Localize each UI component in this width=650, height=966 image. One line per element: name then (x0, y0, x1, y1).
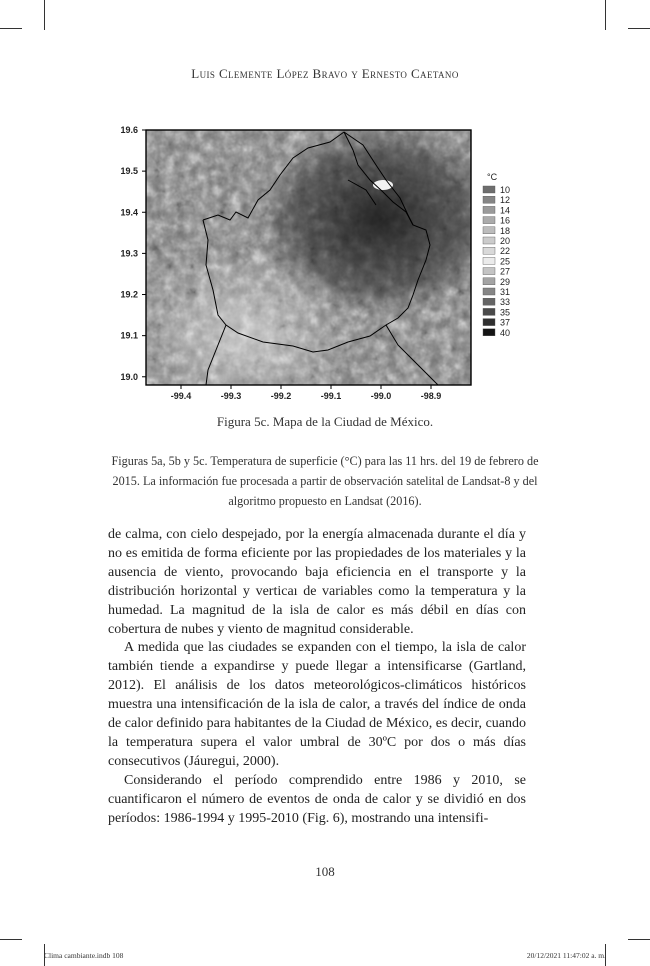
x-tick-label: -99.3 (220, 391, 242, 401)
legend-swatch (483, 186, 495, 193)
legend-swatch (483, 298, 495, 305)
crop-mark-bottom-right-h (628, 939, 650, 940)
legend-swatch (483, 319, 495, 326)
figures-caption: Figuras 5a, 5b y 5c. Temperatura de superficie (°C) para las 11 hrs. del 19 de febrero de 2015. La información fue procesada a partir de observación satelital de Landsat-8 y del algoritmo propuesto en Landsat (2016). (111, 454, 539, 508)
paragraph: de calma, con cielo despejado, por la energía almacenada durante el día y no es emitida de forma eficiente por las propiedades de los materiales y la ausencia de viento, provocando baja eficiencia en el transporte y la distribución horizontal y verticaı de variables como la temperatura y la humedad. La magnitud de la isla de calor es más débil en días con cobertura de nubes y viento de magnitud considerable. (108, 527, 526, 637)
body-text (108, 526, 526, 829)
legend-label: 37 (500, 317, 511, 328)
legend-swatch (483, 206, 495, 213)
legend-swatch (483, 247, 495, 254)
y-tick-label: 19.0 (120, 371, 138, 382)
y-tick-label: 19.4 (120, 207, 138, 218)
x-axis (171, 385, 442, 401)
legend-swatch (483, 288, 495, 295)
crop-mark-bottom-left-h (0, 939, 22, 940)
legend-label: 20 (500, 236, 511, 246)
legend-label: 31 (500, 287, 511, 297)
figure-caption: Figura 5c. Mapa de la Ciudad de México. (216, 414, 434, 429)
map-raster (146, 130, 471, 385)
temperature-map-svg (108, 120, 528, 402)
crop-mark-top-left (44, 0, 45, 30)
paragraph: A medida que las ciudades se expanden con el tiempo, la isla de calor también tiende a expandirse y puede llegar a intensificarse (Gartland, 2012). El análisis de los datos meteorológicos-climáticos históricos muestra una intensificación de la isla de calor, a través del índice de onda de calor definido para habitantes de la Ciudad de México, es decir, cuando la temperatura supera el valor umbral de 30ºC por dos o más días consecutivos (Jáuregui, 2000). (108, 640, 526, 769)
legend-label: 16 (500, 215, 511, 226)
legend-label: 33 (500, 297, 511, 308)
legend-label: 10 (500, 185, 511, 195)
legend-label: 40 (500, 327, 511, 338)
legend-swatch (483, 217, 495, 224)
y-tick-label: 19.1 (120, 330, 138, 341)
x-tick-label: -99.4 (170, 391, 192, 401)
y-tick-label: 19.2 (120, 289, 138, 300)
x-tick-label: -99.1 (320, 391, 342, 401)
legend-label: 29 (500, 276, 511, 287)
crop-mark-top-right-h (628, 28, 650, 29)
x-tick-label: -99.0 (370, 391, 392, 401)
map-legend (483, 172, 510, 338)
legend-label: 25 (500, 256, 511, 267)
y-tick-label: 19.5 (120, 166, 138, 177)
legend-swatch (483, 196, 495, 203)
legend-swatch (483, 268, 495, 275)
legend-swatch (483, 237, 495, 244)
y-tick-label: 19.6 (120, 125, 138, 135)
crop-mark-top-right (605, 0, 606, 30)
print-footer-file: Clima cambiante.indb 108 (44, 951, 124, 960)
legend-swatch (483, 329, 495, 336)
print-footer-timestamp: 20/12/2021 11:47:02 a. m. (526, 951, 606, 960)
legend-swatch (483, 257, 495, 264)
temperature-map-figure (108, 120, 528, 402)
legend-swatch (483, 278, 495, 285)
running-head: Luis Clemente López Bravo y Ernesto Caetano (191, 66, 459, 81)
y-axis (120, 125, 146, 382)
legend-title: °C (487, 172, 498, 182)
x-tick-label: -99.2 (270, 391, 292, 401)
legend-label: 22 (500, 246, 511, 257)
paragraph: Considerando el período comprendido entre 1986 y 2010, se cuantificaron el número de eventos de onda de calor y se dividió en dos períodos: 1986-1994 y 1995-2010 (Fig. 6), mostrando una intensifi- (108, 772, 526, 826)
x-tick-label: -98.9 (420, 391, 442, 401)
y-tick-label: 19.3 (120, 248, 138, 259)
legend-label: 14 (500, 205, 511, 216)
legend-label: 27 (500, 266, 511, 277)
page-number: 108 (315, 864, 335, 879)
legend-label: 12 (500, 195, 511, 206)
legend-swatch (483, 227, 495, 234)
crop-mark-top-left-h (0, 28, 22, 29)
legend-label: 18 (500, 225, 511, 236)
legend-label: 35 (500, 307, 511, 318)
legend-swatch (483, 308, 495, 315)
